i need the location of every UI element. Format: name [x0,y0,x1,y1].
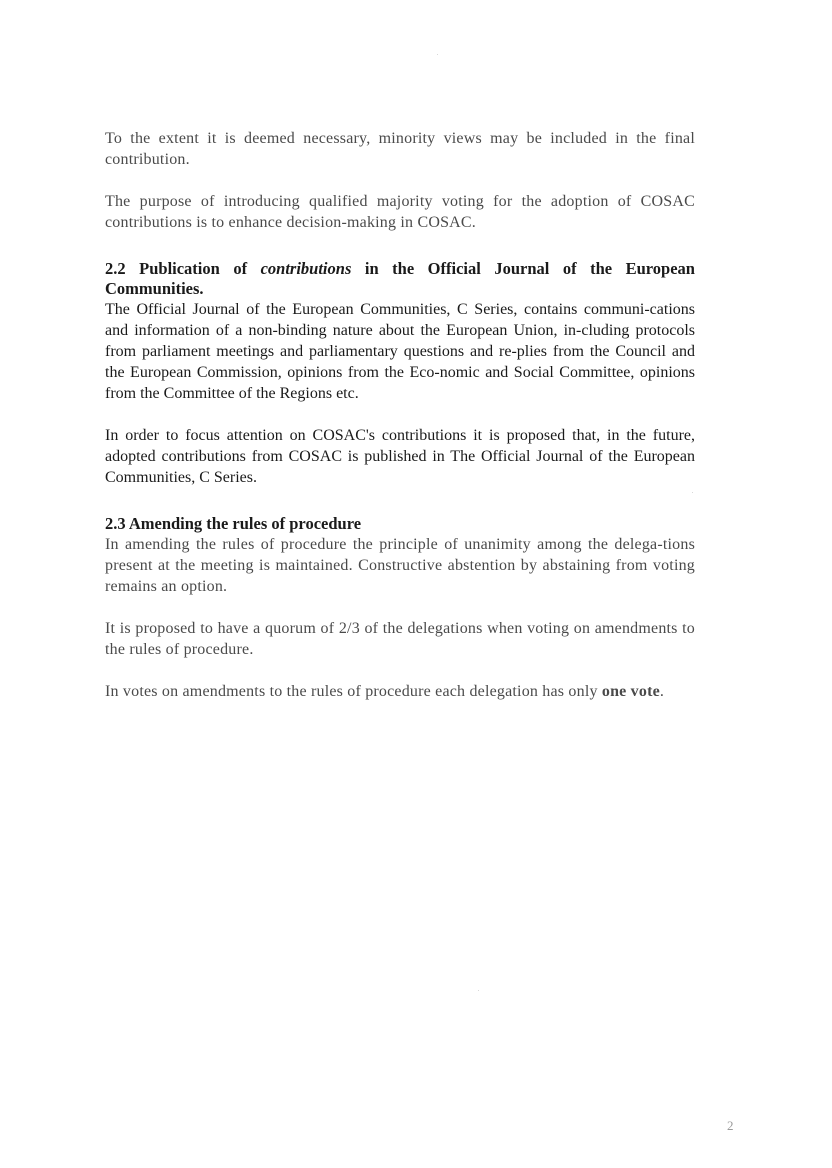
section-2-3-heading: 2.3 Amending the rules of procedure [105,514,362,533]
unanimity-paragraph: In amending the rules of procedure the principle of unanimity among the delega-tions present at the meeting is maintained. Constructive abstention by abstaining from voting remains an option. [105,536,695,595]
section-2-2-heading [105,259,695,299]
quorum-paragraph: It is proposed to have a quorum of 2/3 of the delegations when voting on amendments to the rules of procedure. [105,620,695,658]
scan-speck [692,492,693,493]
focus-attention-paragraph: In order to focus attention on COSAC's contributions it is proposed that, in the future, adopted contributions from COSAC is published in The Official Journal of the European Communities, C Series. [105,427,695,486]
scan-speck [478,990,479,991]
votes-paragraph-text: In votes on amendments to the rules of procedure each delegation has only [105,683,602,700]
minority-views-paragraph: To the extent it is deemed necessary, minority views may be included in the final contribution. [105,130,695,168]
section-2-3 [105,514,695,702]
section-2-2-heading-prefix: 2.2 Publication of [105,259,261,278]
section-2-2-heading-italic: contributions [260,259,352,278]
official-journal-paragraph: The Official Journal of the European Communities, C Series, contains communi-cations and information of a non-binding nature about the European Union, in-cluding protocols from parliament meetings and parliamentary questions and re-plies from the Council and the European Commission, opinions from the Eco-nomic and Social Committee, opinions from the Committee of the Regions etc. [105,301,695,402]
section-2-2 [105,259,695,488]
scan-speck [437,54,438,55]
page-number: 2 [727,1118,734,1133]
section-2-2-heading-suffix: in the Official Journal of the European Communities. [105,259,695,298]
votes-paragraph-bold: one vote [601,683,660,700]
document-page [105,128,695,702]
votes-paragraph-end: . [659,683,665,700]
qualified-majority-paragraph: The purpose of introducing qualified majority voting for the adoption of COSAC contributions is to enhance decision-making in COSAC. [105,193,695,231]
votes-paragraph [105,681,695,702]
